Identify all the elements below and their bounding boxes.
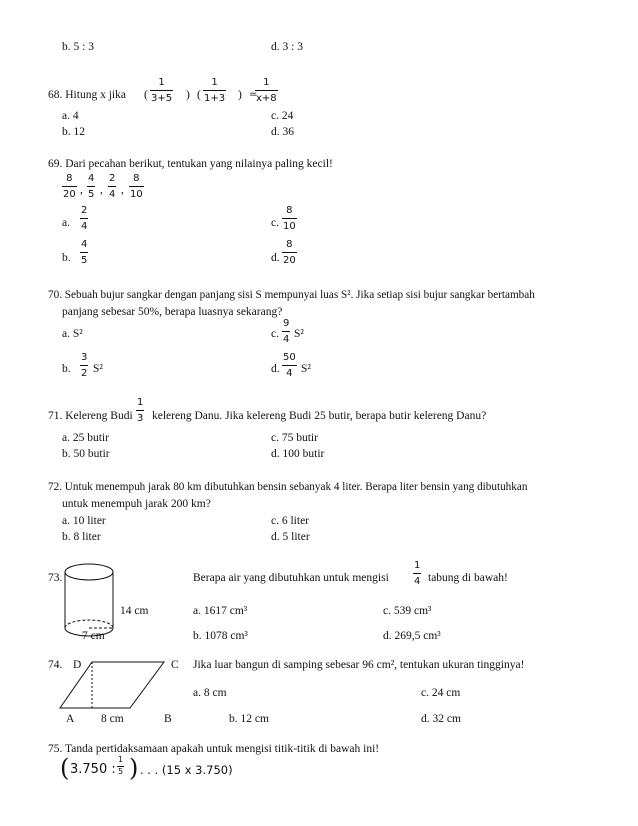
- q69-stem: 69. Dari pecahan berikut, tentukan yang nilainya paling kecil!: [48, 158, 333, 170]
- denominator: 2: [81, 368, 88, 379]
- vertex-a-label: A: [66, 713, 75, 725]
- q71-frac: [136, 397, 144, 424]
- q73-number: 73.: [48, 572, 63, 584]
- q71-option-c: c. 75 butir: [271, 432, 318, 444]
- paren-close-1: ): [186, 89, 190, 101]
- numerator: 1: [118, 755, 124, 764]
- q69-option-a: [80, 205, 88, 232]
- q74-option-c: c. 24 cm: [421, 687, 461, 699]
- q75-frac: [117, 756, 124, 777]
- numerator: 2: [81, 205, 88, 216]
- q71-option-b: b. 50 butir: [62, 448, 110, 460]
- q75-paren-open: (: [60, 754, 70, 782]
- q75-rhs: . . . (15 x 3.750): [140, 763, 233, 777]
- numerator: 4: [81, 239, 88, 250]
- denominator: 5: [81, 255, 88, 266]
- option-d-prev: d. 3 : 3: [271, 41, 303, 53]
- numerator: 8: [286, 205, 293, 216]
- denominator: 20: [283, 255, 296, 266]
- q69-frac-4: [129, 173, 144, 200]
- q71-stem-post: kelereng Danu. Jika kelereng Budi 25 butir, berapa butir kelereng Danu?: [152, 410, 487, 422]
- numerator: 50: [283, 352, 296, 363]
- denominator: 3+5: [151, 93, 173, 104]
- q70-option-d-label: d.: [271, 363, 280, 375]
- option-b-prev: b. 5 : 3: [62, 41, 94, 53]
- q69-option-d: [282, 239, 297, 266]
- vertex-c-label: C: [171, 659, 179, 671]
- q75-stem: 75. Tanda pertidaksamaan apakah untuk mengisi titik-titik di bawah ini!: [48, 743, 380, 755]
- q71-option-a: a. 25 butir: [62, 432, 109, 444]
- denominator: 4: [81, 221, 88, 232]
- paren-open-1: (: [144, 89, 148, 101]
- q72-option-b: b. 8 liter: [62, 531, 101, 543]
- numerator: 4: [88, 173, 95, 184]
- q70-option-b-frac: [80, 352, 88, 379]
- q73-stem-tail: tabung di bawah!: [428, 572, 508, 584]
- comma: ,: [121, 184, 124, 196]
- q70-line-1: 70. Sebuah bujur sangkar dengan panjang sisi S mempunyai luas S². Jika setiap sisi bujur sangkar bertambah: [48, 289, 535, 301]
- q69-option-b-label: b.: [62, 252, 71, 264]
- q73-option-b: b. 1078 cm³: [193, 630, 248, 642]
- cylinder-radius-label: 7 cm: [82, 630, 105, 642]
- q72-line-2: untuk menempuh jarak 200 km?: [62, 498, 211, 510]
- q73-stem: Berapa air yang dibutuhkan untuk mengisi: [193, 572, 389, 584]
- numerator: 1: [211, 77, 218, 88]
- q72-line-1: 72. Untuk menempuh jarak 80 km dibutuhkan bensin sebanyak 4 liter. Berapa liter bensin yang dibutuhkan: [48, 481, 528, 493]
- q70-option-c-frac: [282, 318, 290, 345]
- q68-option-d: d. 36: [271, 126, 294, 138]
- q69-option-d-label: d.: [271, 252, 280, 264]
- q68-stem: 68. Hitung x jika: [48, 89, 126, 101]
- q68-frac-3: [255, 77, 278, 104]
- denominator: 1+3: [204, 93, 226, 104]
- q70-option-b-tail: S²: [93, 363, 103, 375]
- q68-frac-1: [150, 77, 173, 104]
- numerator: 8: [133, 173, 140, 184]
- q73-option-c: c. 539 cm³: [383, 605, 432, 617]
- q70-option-a: a. S²: [62, 328, 83, 340]
- q70-option-d-frac: [282, 352, 297, 379]
- cylinder-height-label: 14 cm: [120, 605, 149, 617]
- denominator: 5: [88, 189, 95, 200]
- denominator: 3: [137, 413, 144, 424]
- q73-option-a: a. 1617 cm³: [193, 605, 248, 617]
- q74-option-a: a. 8 cm: [193, 687, 227, 699]
- q72-option-a: a. 10 liter: [62, 515, 106, 527]
- q69-frac-1: [62, 173, 77, 200]
- denominator: x+8: [256, 93, 277, 104]
- q70-option-c-label: c.: [271, 328, 279, 340]
- numerator: 1: [137, 397, 144, 408]
- q71-stem-pre: 71. Kelereng Budi: [48, 410, 133, 422]
- q69-option-a-label: a.: [62, 217, 70, 229]
- q70-option-c-tail: S²: [294, 328, 304, 340]
- numerator: 8: [66, 173, 73, 184]
- q72-option-d: d. 5 liter: [271, 531, 310, 543]
- q69-option-c-label: c.: [271, 217, 279, 229]
- q68-option-b: b. 12: [62, 126, 85, 138]
- q68-frac-2: [203, 77, 226, 104]
- denominator: 4: [286, 368, 293, 379]
- q70-option-b-label: b.: [62, 363, 71, 375]
- q69-frac-3: [108, 173, 116, 200]
- denominator: 10: [130, 189, 143, 200]
- equals-sign: =: [249, 89, 258, 100]
- denominator: 4: [414, 576, 421, 587]
- q68-option-c: c. 24: [271, 110, 294, 122]
- base-length-label: 8 cm: [101, 713, 124, 725]
- q70-option-d-tail: S²: [301, 363, 311, 375]
- comma: ,: [80, 184, 83, 196]
- q74-option-d: d. 32 cm: [421, 713, 461, 725]
- denominator: 4: [109, 189, 116, 200]
- vertex-b-label: B: [164, 713, 172, 725]
- paren-close-2: ): [238, 89, 242, 101]
- numerator: 1: [263, 77, 270, 88]
- denominator: 20: [63, 189, 76, 200]
- q74-option-b: b. 12 cm: [229, 713, 269, 725]
- q68-option-a: a. 4: [62, 110, 79, 122]
- q69-option-c: [282, 205, 297, 232]
- paren-open-2: (: [197, 89, 201, 101]
- denominator: 10: [283, 221, 296, 232]
- comma: ,: [100, 184, 103, 196]
- q72-option-c: c. 6 liter: [271, 515, 309, 527]
- numerator: 3: [81, 352, 88, 363]
- numerator: 2: [109, 173, 116, 184]
- numerator: 9: [283, 318, 290, 329]
- q70-line-2: panjang sebesar 50%, berapa luasnya sekarang?: [62, 306, 283, 318]
- q69-option-b: [80, 239, 88, 266]
- q74-stem: Jika luar bangun di samping sebesar 96 cm², tentukan ukuran tingginya!: [193, 659, 525, 671]
- q71-option-d: d. 100 butir: [271, 448, 325, 460]
- denominator: 4: [283, 334, 290, 345]
- q73-option-d: d. 269,5 cm³: [383, 630, 441, 642]
- q69-frac-2: [87, 173, 95, 200]
- q73-frac: [413, 560, 421, 587]
- q75-paren-close: ): [129, 754, 139, 782]
- vertex-d-label: D: [73, 659, 82, 671]
- denominator: 5: [118, 766, 124, 776]
- q74-number: 74.: [48, 659, 63, 671]
- numerator: 8: [286, 239, 293, 250]
- numerator: 1: [414, 560, 421, 571]
- q75-lhs: 3.750 :: [70, 762, 116, 777]
- numerator: 1: [158, 77, 165, 88]
